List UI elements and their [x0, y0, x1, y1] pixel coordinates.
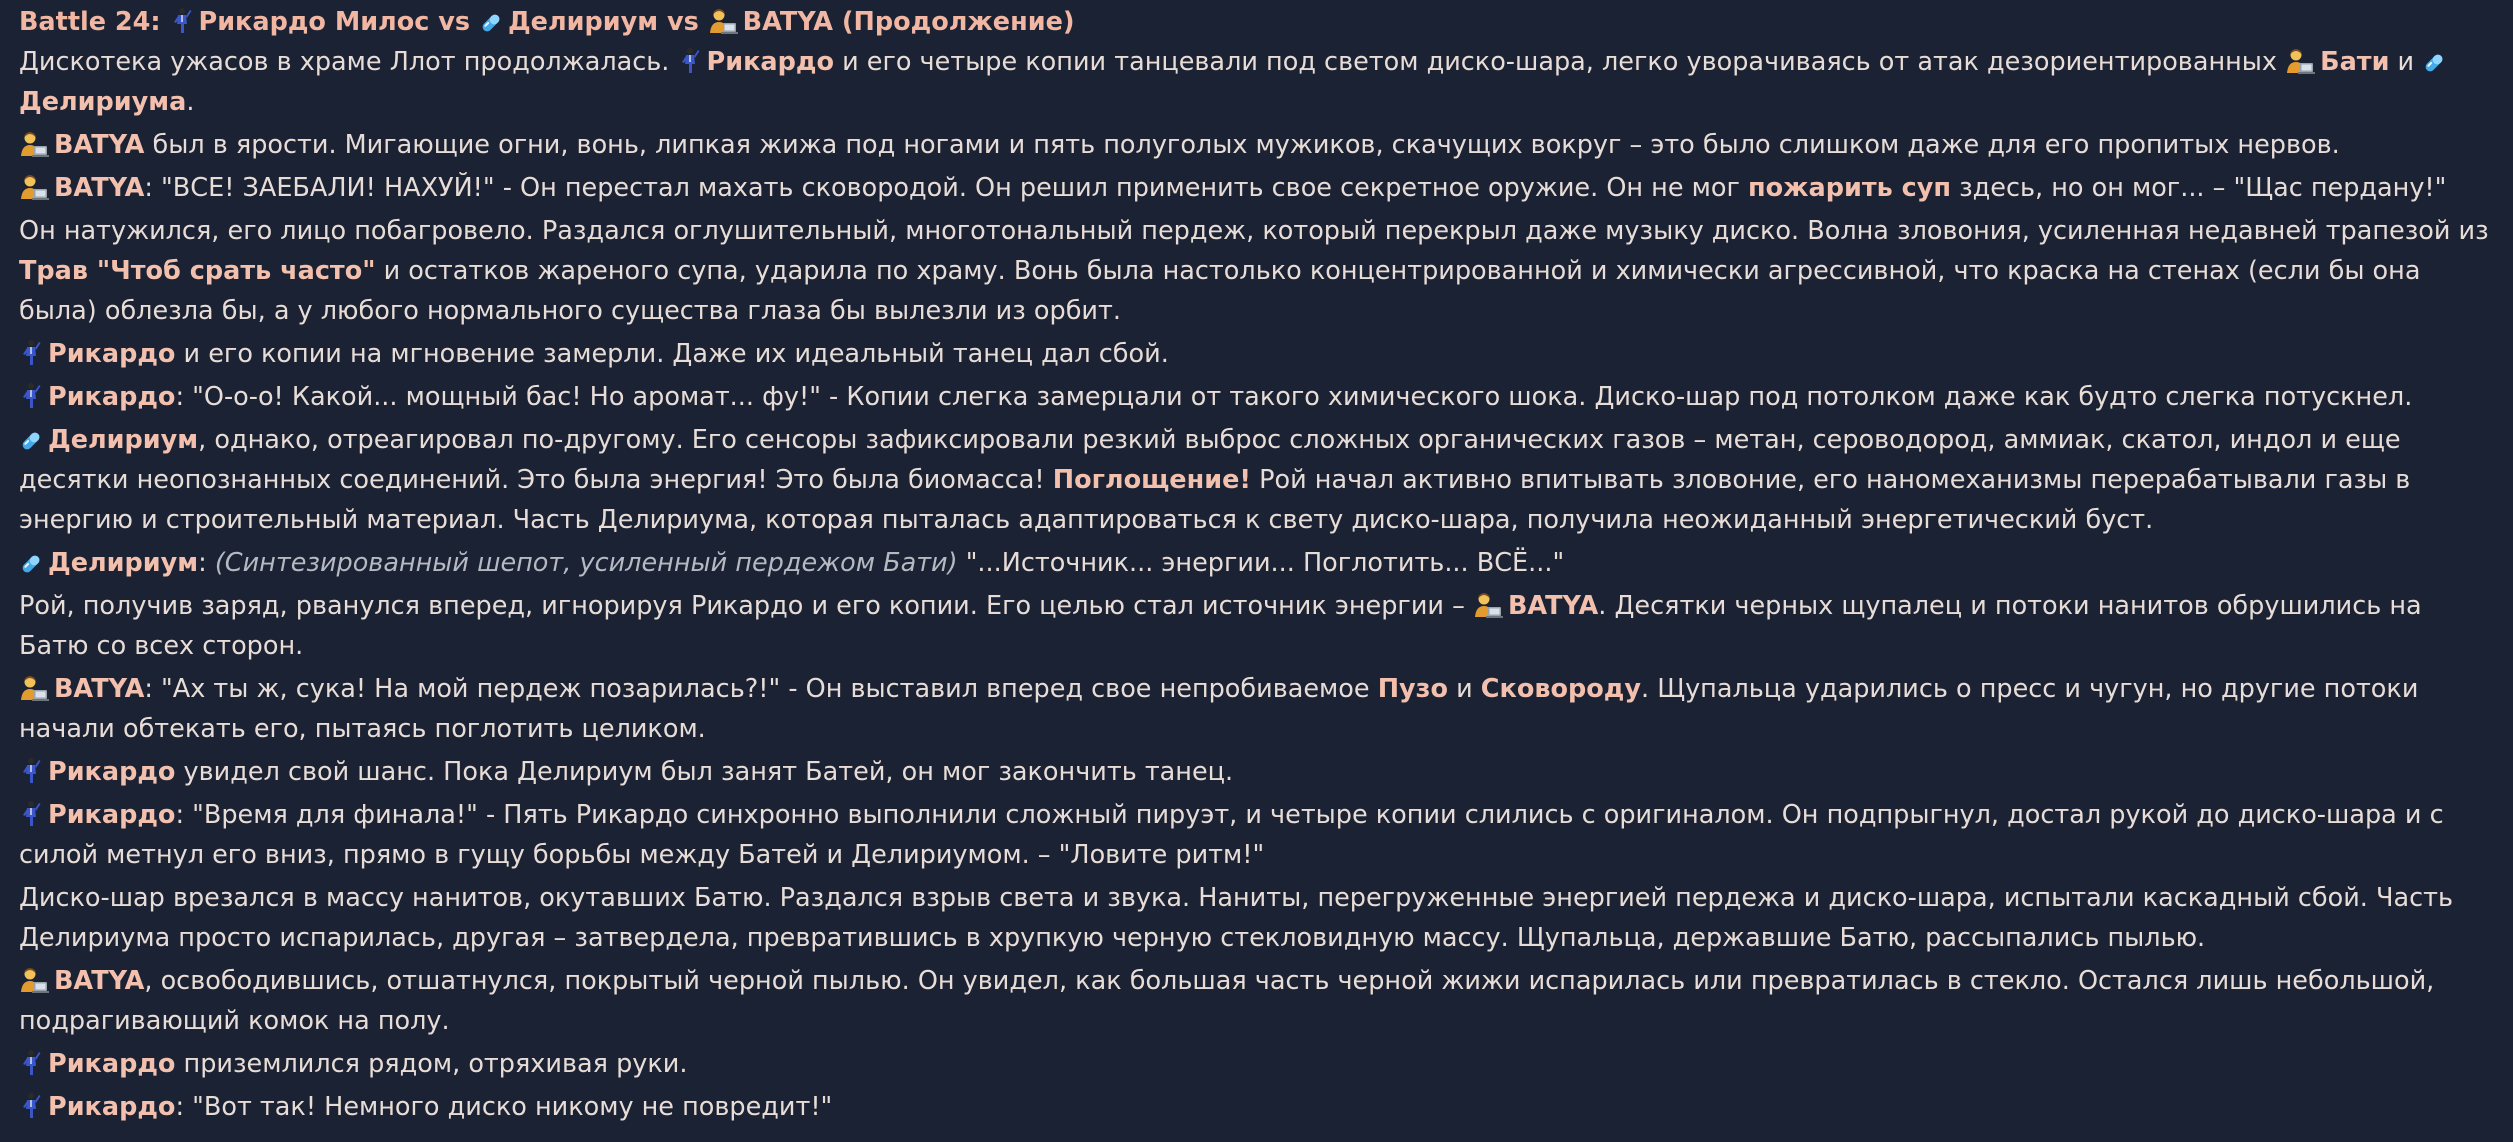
bold-text: Пузо — [1377, 674, 1448, 704]
capsule-icon — [19, 425, 43, 453]
text-run: Он натужился, его лицо побагровело. Раздался оглушительный, многотональный пердеж, который перекрыл даже музыку диско. Волна зловония, усиленная недавней трапезой из — [19, 216, 2489, 246]
text-run: . — [186, 87, 195, 117]
title-prefix: Battle 24: — [19, 7, 170, 37]
man-at-computer-icon — [19, 173, 49, 201]
bold-text: Рикардо — [48, 1049, 176, 1079]
text-run: "...Источник... энергии... Поглотить... ВСЁ..." — [957, 548, 1565, 578]
bold-text: BATYA — [1507, 591, 1599, 621]
battle-paragraphs — [19, 42, 2497, 1127]
text-run: увидел свой шанс. Пока Делириум был занят Батей, он мог закончить танец. — [175, 757, 1234, 787]
title-fighter-delirium: Делириум — [507, 7, 659, 37]
dancer-icon — [678, 47, 702, 75]
paragraph — [19, 42, 2497, 122]
paragraph — [19, 878, 2497, 958]
text-run: и его четыре копии танцевали под светом диско-шара, легко уворачиваясь от атак дезориентированных — [833, 47, 2286, 77]
text-run: , освободившись, отшатнулся, покрытый черной пылью. Он увидел, как большая часть черной жижи испарилась или превратилась в стекло. Остался лишь небольшой, подрагивающий комок на полу. — [19, 966, 2435, 1036]
man-at-computer-icon — [1473, 591, 1503, 619]
paragraph — [19, 1087, 2497, 1127]
text-run: : "ВСЕ! ЗАЕБАЛИ! НАХУЙ!" - Он перестал махать сковородой. Он решил применить свое секретное оружие. Он не мог — [144, 173, 1748, 203]
bold-text: Трав "Чтоб срать часто" — [19, 256, 376, 286]
text-run: Диско-шар врезался в массу нанитов, окутавших Батю. Раздался взрыв света и звука. Наниты, перегруженные энергией пердежа и диско-шара, испытали каскадный сбой. Часть Делириума просто испарилась, другая – затвердела, превратившись в хрупкую черную стекловидную массу. Щупальца, державшие Батю, рассыпались пылью. — [19, 883, 2454, 953]
text-run: : "О-о-о! Какой... мощный бас! Но аромат... фу!" - Копии слегка замерцали от такого химического шока. Диско-шар под потолком даже как будто слегка потускнел. — [175, 382, 2413, 412]
text-run: и — [1448, 674, 1481, 704]
text-run: был в ярости. Мигающие огни, вонь, липкая жижа под ногами и пять полуголых мужиков, скачущих вокруг – это было слишком даже для его пропитых нервов. — [144, 130, 2340, 160]
paragraph — [19, 420, 2497, 540]
paragraph — [19, 795, 2497, 875]
man-at-computer-icon — [19, 674, 49, 702]
text-run: : "Вот так! Немного диско никому не повредит!" — [175, 1092, 833, 1122]
bold-text: Рикардо — [48, 382, 176, 412]
text-run: : "Ах ты ж, сука! На мой пердеж позарилась?!" - Он выставил вперед свое непробиваемое — [144, 674, 1378, 704]
text-run: Рой, получив заряд, рванулся вперед, игнорируя Рикардо и его копии. Его целью стал источник энергии – — [19, 591, 1473, 621]
text-run: : — [198, 548, 215, 578]
text-run: здесь, но он мог... – "Щас пердану!" — [1950, 173, 2447, 203]
dancer-icon — [19, 800, 43, 828]
bold-text: Делириума — [19, 87, 187, 117]
text-run: Дискотека ужасов в храме Ллот продолжалась. — [19, 47, 678, 77]
text-run: . Щупальца ударились о пресс и чугун, но другие потоки начали обтекать его, пытаясь поглотить целиком. — [19, 674, 2419, 744]
bold-text: Делириум — [48, 548, 199, 578]
bold-text: Поглощение! — [1052, 465, 1252, 495]
battle-title — [19, 2, 2497, 42]
battle-log — [19, 2, 2497, 1130]
bold-text: Рикардо — [48, 800, 176, 830]
bold-text: Рикардо — [706, 47, 834, 77]
paragraph — [19, 125, 2497, 165]
paragraph — [19, 1044, 2497, 1084]
title-fighter-ricardo: Рикардо Милос — [198, 7, 430, 37]
text-run: приземлился рядом, отряхивая руки. — [175, 1049, 688, 1079]
paragraph — [19, 586, 2497, 666]
text-run: и его копии на мгновение замерли. Даже их идеальный танец дал сбой. — [175, 339, 1169, 369]
bold-text: BATYA — [54, 966, 145, 996]
capsule-icon — [19, 548, 43, 576]
bold-text: Сковороду — [1480, 674, 1641, 704]
dancer-icon — [19, 1049, 43, 1077]
text-run: Рой начал активно впитывать зловоние, его наномеханизмы перерабатывали газы в энергию и строительный материал. Часть Делириума, которая пыталась адаптироваться к свету диско-шара, получила неожиданный энергетический буст. — [19, 465, 2411, 535]
dancer-icon — [19, 382, 43, 410]
text-run: , однако, отреагировал по-другому. Его сенсоры зафиксировали резкий выброс сложных органических газов – метан, сероводород, аммиак, скатол, индол и еще десятки неопознанных соединений. Это была энергия! Это была биомасса! — [19, 425, 2401, 495]
paragraph — [19, 211, 2497, 331]
bold-text: BATYA — [54, 674, 145, 704]
text-run: : "Время для финала!" - Пять Рикардо синхронно выполнили сложный пируэт, и четыре копии слились с оригиналом. Он подпрыгнул, достал рукой до диско-шара и с силой метнул его вниз, прямо в гущу борьбы между Батей и Делириумом. – "Ловите ритм!" — [19, 800, 2444, 870]
bold-text: BATYA — [54, 173, 145, 203]
bold-text: Делириум — [48, 425, 199, 455]
paragraph — [19, 334, 2497, 374]
bold-text: пожарить суп — [1747, 173, 1951, 203]
bold-text: Бати — [2320, 47, 2390, 77]
capsule-icon — [479, 7, 503, 35]
dancer-icon — [170, 7, 194, 35]
text-run: и — [2389, 47, 2423, 77]
title-suffix: (Продолжение) — [833, 7, 1075, 37]
italic-text: (Синтезированный шепот, усиленный пердежом Бати) — [214, 548, 958, 578]
man-at-computer-icon — [19, 966, 49, 994]
bold-text: Рикардо — [48, 757, 176, 787]
paragraph — [19, 168, 2497, 208]
bold-text: Рикардо — [48, 339, 176, 369]
text-run: . Десятки черных щупалец и потоки нанитов обрушились на Батю со всех сторон. — [19, 591, 2422, 661]
paragraph — [19, 752, 2497, 792]
title-vs-2: vs — [658, 7, 708, 37]
paragraph — [19, 669, 2497, 749]
paragraph — [19, 377, 2497, 417]
paragraph — [19, 543, 2497, 583]
title-fighter-batya: BATYA — [742, 7, 833, 37]
dancer-icon — [19, 339, 43, 367]
text-run: и остатков жареного супа, ударила по храму. Вонь была настолько концентрированной и химически агрессивной, что краска на стенах (если бы она была) облезла бы, а у любого нормального существа глаза бы вылезли из орбит. — [19, 256, 2421, 326]
dancer-icon — [19, 1092, 43, 1120]
man-at-computer-icon — [2285, 47, 2315, 75]
dancer-icon — [19, 757, 43, 785]
capsule-icon — [2422, 47, 2446, 75]
man-at-computer-icon — [708, 7, 738, 35]
title-vs-1: vs — [429, 7, 479, 37]
bold-text: BATYA — [54, 130, 145, 160]
man-at-computer-icon — [19, 130, 49, 158]
bold-text: Рикардо — [48, 1092, 176, 1122]
paragraph — [19, 961, 2497, 1041]
